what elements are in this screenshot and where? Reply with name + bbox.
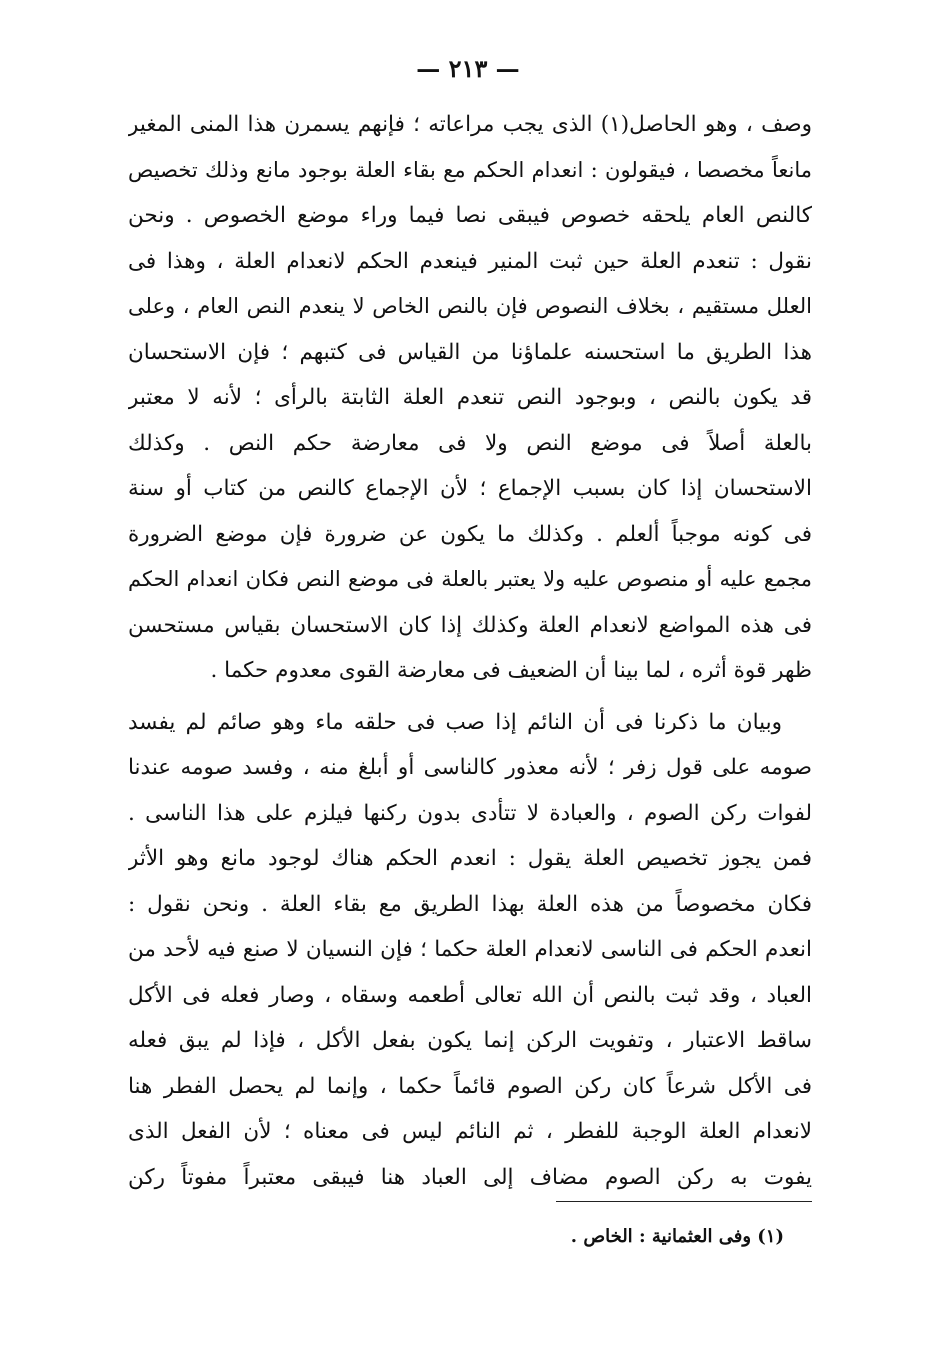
text-line: فى كونه موجباً ألعلم . وكذلك ما يكون عن ضرورة فإن موضع الضرورة: [128, 521, 812, 547]
page-number: — ٢١٣ —: [416, 54, 520, 83]
text-line: ظهر قوة أثره ، لما بينا أن الضعيف فى معارضة القوى معدوم حكما .: [210, 658, 812, 683]
text-line: صومه على قول زفر ؛ لأنه معذور كالناسى أو أبلغ منه ، وفسد صومه عندنا: [128, 755, 812, 780]
text-line: انعدم الحكم فى الناسى لانعدام العلة حكما ؛ فإن النسيان لا صنع فيه لأحد من: [128, 937, 812, 962]
text-line: مانعاً مخصصا ، فيقولون : انعدام الحكم مع بقاء العلة بوجود مانع وذلك تخصيص: [128, 157, 812, 182]
text-line: قد يكون بالنص ، وبوجود النص تنعدم العلة الثابتة بالرأى ؛ لأنه لا معتبر: [128, 385, 812, 410]
main-text: [128, 102, 812, 1200]
text-line: فمن يجوز تخصيص العلة يقول : انعدم الحكم هناك لوجود مانع وهو الأثر: [128, 846, 812, 871]
text-line: العباد ، وقد ثبت بالنص أن الله تعالى أطعمه وسقاه ، وصار فعله فى الأكل: [128, 982, 812, 1008]
text-line: لفوات ركن الصوم ، والعبادة لا تتأدى بدون ركنها فيلزم على هذا الناسى .: [128, 800, 812, 826]
text-line: فى الأكل شرعاً كان ركن الصوم قائماً حكما ، وإنما لم يحصل الفطر هنا: [128, 1073, 812, 1099]
text-line: يفوت به ركن الصوم مضاف إلى العباد هنا فيبقى معتبراً مفوتاً ركن: [128, 1164, 812, 1190]
footnote: (١) وفى العثمانية : الخاص .: [570, 1226, 784, 1247]
text-line: الاستحسان إذا كان بسبب الإجماع ؛ لأن الإجماع كالنص من كتاب أو سنة: [128, 476, 812, 501]
text-line: العلل مستقيم ، بخلاف النصوص فإن بالنص الخاص لا ينعدم النص العام ، وعلى: [128, 294, 812, 318]
footnote-separator: [556, 1201, 812, 1202]
text-line: وبيان ما ذكرنا فى أن النائم إذا صب فى حلقه ماء وهو صائم لم يفسد: [128, 709, 782, 735]
text-line: مجمع عليه أو منصوص عليه ولا يعتبر بالعلة فى موضع النص فكان انعدام الحكم: [128, 567, 812, 591]
text-line: بالعلة أصلاً فى موضع النص ولا فى معارضة حكم النص . وكذلك: [128, 430, 812, 456]
paragraph-1: [128, 102, 812, 694]
text-line: وصف ، وهو الحاصل(١) الذى يجب مراعاته ؛ فإنهم يسمرن هذا المنى المغير: [128, 112, 812, 137]
text-line: لانعدام العلة الوجبة للفطر ، ثم النائم ليس فى معناه ؛ لأن الفعل الذى: [128, 1119, 812, 1144]
text-line: فى هذه المواضع لانعدام العلة وكذلك إذا كان الاستحسان بقياس مستحسن: [128, 612, 812, 638]
paragraph-2: [128, 700, 812, 1201]
text-line: كالنص العام يلحقه خصوص فيبقى نصا فيما وراء موضع الخصوص . ونحن: [128, 203, 812, 228]
text-line: فكان مخصوصاً من هذه العلة بهذا الطريق مع بقاء العلة . ونحن نقول :: [128, 891, 812, 917]
text-line: ساقط الاعتبار ، وتفويت الركن إنما يكون بفعل الأكل ، فإذا لم يبق فعله: [128, 1028, 812, 1053]
text-line: هذا الطريق ما استحسنه علماؤنا من القياس فى كتبهم ؛ فإن الاستحسان: [128, 339, 812, 365]
text-line: نقول : تنعدم العلة حين ثبت المنير فينعدم الحكم لانعدام العلة ، وهذا فى: [128, 248, 812, 274]
